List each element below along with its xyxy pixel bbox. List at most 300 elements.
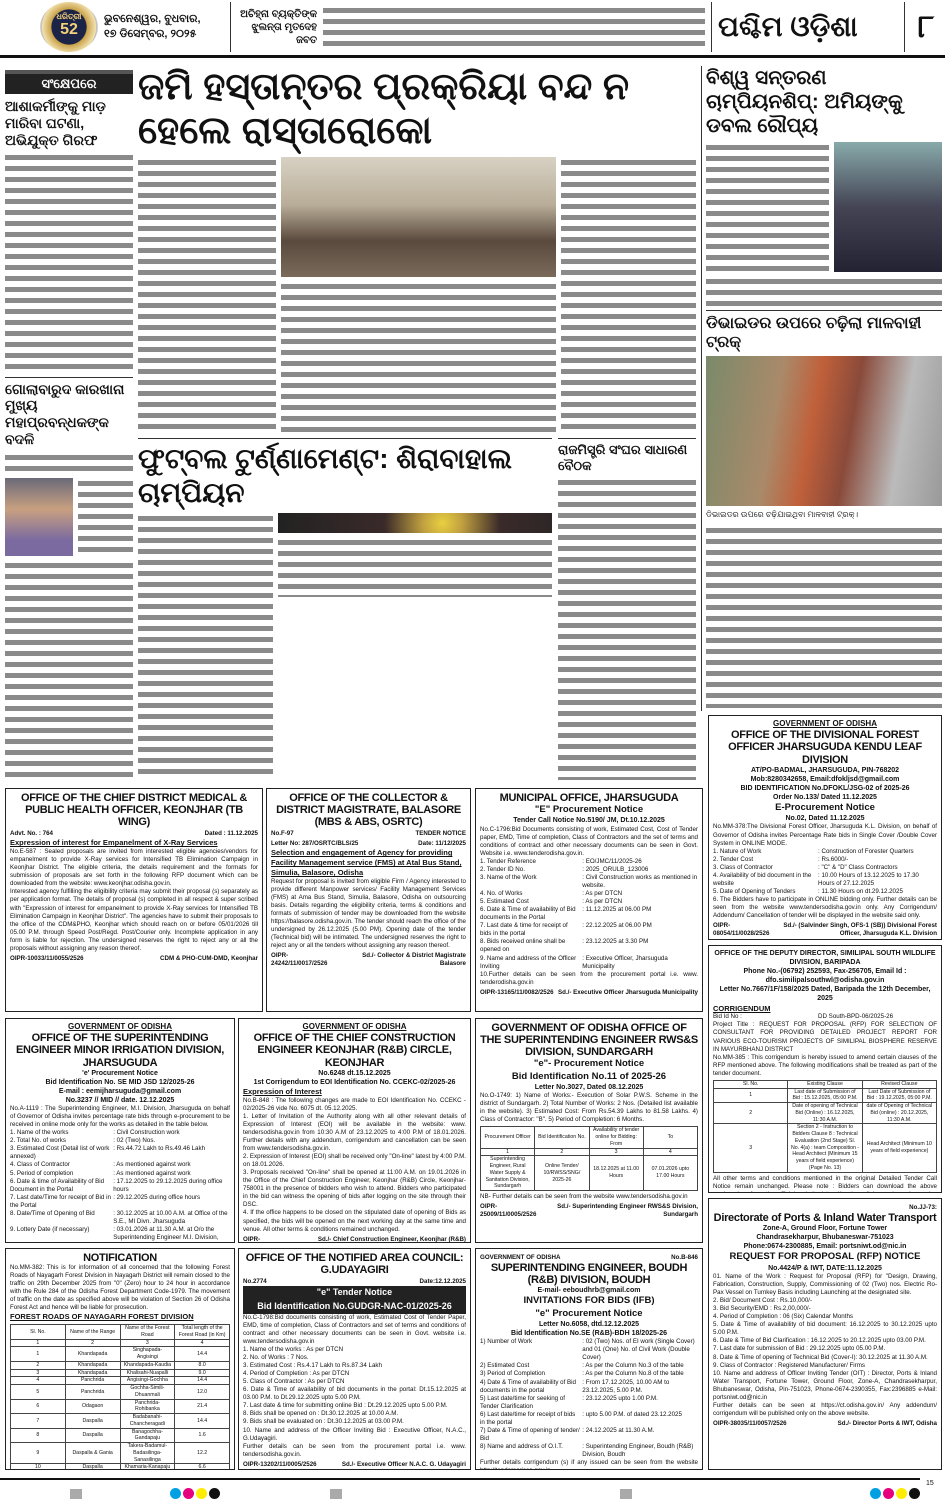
ad-field-label: OIPR- bbox=[243, 1235, 261, 1243]
ad-field-value: Sd./- Collector & District Magistrate Balasore bbox=[362, 952, 466, 968]
ad-table-cell: Head Architect (Minimum 10 years of field experience) bbox=[862, 1124, 936, 1172]
ad-field-value: : Rs.44.72 Lakh to Rs.49.46 Lakh bbox=[113, 1145, 206, 1153]
ad-paragraph: Request for proposal is invited from eligible Firm / Agency interested to provide different Manpower services/ Facility Management Services (FMS) at Ama Bus Stand, Simulia, Balasore, Odisha on outsourcing basis. Details regarding the eligibility criteria, terms & conditions and formats of submission of tender may be downloaded from the website https://balasore.odisha.gov.in. The tender should reach the office of the undersigned by 26.12.2025 (5.00 PM). Opening date of the tender (Technical bid) will be intimated. The undersigned reserves the right to reject any or all the tenders without assigning any reason thereof. bbox=[271, 877, 466, 950]
ad-subtitle: No.6248 dt.15.12.2025 bbox=[318, 1069, 391, 1077]
ad-field-value: Sd./- (Salvinder Singh, OFS-1 (SB)) Divisional Forest Officer, Jharsuguda K.L. Division bbox=[783, 922, 937, 938]
ad-table-cell: 3 bbox=[120, 1339, 175, 1347]
ad-subtitle: OFFICE OF THE DEPUTY DIRECTOR, SIMILIPAL SOUTH WILDLIFE DIVISION, BARIPADA bbox=[714, 950, 936, 967]
ad-table-row bbox=[714, 1124, 937, 1172]
ad-title: SUPERINTENDING ENGINEER, BOUDH (R&B) DIVISION, BOUDH bbox=[490, 1262, 688, 1287]
ad-field-row bbox=[480, 1443, 698, 1459]
ad-field-row bbox=[10, 1161, 230, 1169]
ad-field-row bbox=[713, 864, 937, 872]
ad-table-cell: Revised Clause bbox=[862, 1080, 936, 1088]
ad-subtitle: Expression of interest for Empanelment of X-Ray Services bbox=[10, 838, 218, 848]
top-brief-body bbox=[323, 5, 705, 49]
ad-field-label: 3. Name of the Work bbox=[480, 873, 537, 881]
ad-subtitle: Phone:0674-2300885, Email: portsniwt.od@nic.in bbox=[743, 1243, 907, 1251]
brief-headline: ଆଶାକର୍ମୀଙ୍କୁ ମାଡ଼ ମାରିବା ଘଟଣା, ଅଭିଯୁକ୍ତ ଗିରଫ bbox=[5, 98, 106, 148]
ad-table-row bbox=[11, 1339, 230, 1347]
ad-field-row bbox=[10, 1178, 230, 1194]
ad-subtitle: Selection and engagement of Agency for providing Facility Management service (FMS) at Atal Bus Stand, Simulia, Balasore, Odisha bbox=[271, 848, 462, 877]
ad-nayagarh-notification bbox=[5, 1248, 235, 1470]
ad-table-cell: 07.01.2026 upto 17.00 Hours bbox=[643, 1156, 697, 1191]
ad-subtitle: No.3237 // MID // date. 12.12.2025 bbox=[65, 1096, 175, 1104]
ad-field-row bbox=[713, 1013, 937, 1021]
ad-table-row bbox=[11, 1325, 230, 1340]
ad-paragraph: 6. Date & Time of Bid Clarification : 16.12.2025 to 20.12.2025 upto 03.00 P.M. bbox=[713, 1337, 926, 1345]
registration-dot bbox=[909, 1488, 920, 1499]
ad-table-cell: Name of the Range bbox=[65, 1325, 120, 1340]
ad-field-value: : 10.00 Hours of 13.12.2025 to 17.30 Hours of 27.12.2025 bbox=[818, 871, 919, 887]
ad-field-row bbox=[480, 866, 698, 874]
ad-field-value: : 24.12.2025 at 11.30 A.M. bbox=[582, 1426, 655, 1434]
footer-rule bbox=[0, 1478, 920, 1480]
ad-field-value: : 22.12.2025 at 06.00 PM bbox=[582, 922, 652, 930]
ad-paragraph: Further details can be seen from the procurement portal i.e. www. tendersodisha.gov.in. bbox=[243, 1442, 466, 1458]
ad-field-label: OIPR-13165/11/0082/2526 bbox=[480, 988, 554, 996]
ad-rwss-sundargarh bbox=[475, 1018, 703, 1243]
ad-balasore-collector bbox=[266, 788, 471, 1012]
ad-field-label: 7. Last date/Time for receipt of Bid in the Portal bbox=[10, 1193, 111, 1209]
ad-table bbox=[480, 1126, 698, 1191]
ad-subtitle: Mob:8280342658, Email:dfokljsd@gmail.com bbox=[750, 775, 900, 783]
ad-subtitle: Bid Identification No. SE MID JSD 12/2025-26 bbox=[45, 1078, 195, 1086]
gray-patch bbox=[620, 1489, 632, 1499]
ad-field-label: 4. Class of Contractor bbox=[10, 1161, 70, 1169]
divider bbox=[711, 2, 712, 52]
ad-field-value: : 02 (Two) Nos. bbox=[113, 1137, 156, 1145]
top-brief-title: ଅଚିହ୍ନା ବ୍ୟକ୍ତିଙ୍କ ଝୁଲନ୍ତା ମୃତଦେହ ଜବତ bbox=[240, 8, 317, 46]
ad-field-value: : 02 (Two) Nos. of EI work (Single Cover) and 01 (One) No. of Civil Work (Double Cover) bbox=[582, 1338, 695, 1362]
ad-field-label: 5) Last date/time for seeking of Tender Clarification bbox=[480, 1394, 565, 1410]
ad-table-cell: 2 bbox=[65, 1339, 120, 1347]
ad-table-cell: Khamaria-Kanapaju bbox=[120, 1464, 175, 1470]
ad-subtitle: 1st Corrigendum to EOI Identification No. CCEKC-02/2025-26 bbox=[253, 1078, 456, 1086]
main-headline: ଜମି ହସ୍ତାନ୍ତର ପ୍ରକ୍ରିୟା ବନ୍ଦ ନ ହେଲେ ରାସ୍ତାରୋକୋ bbox=[138, 66, 630, 152]
mason-article-body bbox=[558, 477, 696, 780]
ad-title: Directorate of Ports & Inland Water Transport bbox=[713, 1212, 937, 1225]
ad-paragraph: No.MM-378:The Divisional Forest Officer, Jharsuguda K.L. Division, on behalf of Governor of Odisha invites Percentage Rate bids in Single Cover /Double Cover System in ONLINE MODE. bbox=[713, 823, 937, 847]
ad-table-cell: Khandapada bbox=[65, 1347, 120, 1362]
ad-table-cell: Section 2 - Instruction to Bidders Clause 8 : Technical Evaluation (2nd Stage) Sl. No. 4(a) : team Composition - Head Architect (Minimum 15 years of field experience) (Page No. 13) bbox=[788, 1124, 862, 1172]
ad-table-cell: 1 bbox=[481, 1148, 535, 1156]
ad-paragraph: No.A-1119 : The Superintending Engineer, M.I. Division, Jharsuguda on behalf of Governor of Odisha invites percentage rate bids through e-procurement to be received in online mode only for the works as detailed in the table below. bbox=[10, 1105, 230, 1129]
ad-title: OFFICE OF THE DIVISIONAL FOREST OFFICER JHARSUGUDA KENDU LEAF DIVISION bbox=[728, 729, 922, 766]
ad-field-value: : As per DTCN bbox=[582, 890, 623, 898]
ad-table-cell: 1 bbox=[714, 1088, 788, 1103]
ad-minor-irrigation-jharsuguda bbox=[5, 1018, 235, 1243]
ad-table-cell: 6 bbox=[11, 1399, 66, 1414]
ad-field-value: : As per the Column No.3 of the table bbox=[582, 1362, 684, 1370]
ad-table-cell: Existing Clause bbox=[788, 1080, 862, 1088]
gray-patch bbox=[330, 1489, 342, 1499]
ad-meta-row bbox=[271, 840, 466, 848]
ad-table-cell: 2 bbox=[11, 1361, 66, 1369]
ad-subtitle: No.02, Dated 11.12.2025 bbox=[785, 815, 865, 823]
ad-field-label: No.2774 bbox=[243, 1278, 267, 1286]
ad-paragraph: 4. Period of Completion : As per DTCN bbox=[243, 1370, 350, 1378]
page-number: ୮ bbox=[917, 8, 935, 44]
ad-subtitle: Chandrasekharpur, Bhubaneswar-751023 bbox=[756, 1234, 894, 1242]
football-headline: ଫୁଟ୍‌ବଲ ଟୁର୍ଣ୍ଣାମେଣ୍ଟ: ଶିରାବାହାଲ ଚାମ୍ପିୟନ bbox=[138, 443, 512, 508]
ad-field-label: OIPR-08054/11/0028/2526 bbox=[713, 922, 770, 938]
ad-field-label: 4. No. of Works bbox=[480, 890, 523, 898]
ad-field-label: 2. Total No. of works bbox=[10, 1137, 66, 1145]
ad-table-row bbox=[481, 1148, 698, 1156]
divider bbox=[230, 2, 231, 52]
ad-table-cell: 1 bbox=[11, 1339, 66, 1347]
truck-caption: ଡିଭାଇଡର ଉପରେ ଚଢ଼ିଯାଇଥିବା ମାଳବାହୀ ଟ୍ରକ୍। bbox=[706, 510, 859, 520]
ad-field-label: 1. Name of the works bbox=[10, 1129, 69, 1137]
ad-paragraph: Further details corrigendum (s) if any issued can be seen from the website bbox=[480, 1459, 698, 1467]
ad-field-value: : 29.12.2025 during office hours bbox=[113, 1193, 201, 1201]
ad-title: OFFICE OF THE SUPERINTENDING ENGINEER MINOR IRRIGATION DIVISION, JHARSUGUDA bbox=[15, 1032, 225, 1069]
ad-field-label: 9. Name and address of the Officer Inviting bbox=[480, 954, 577, 970]
ad-field-value: : From 17.12.2025, 10.00 AM to 23.12.2025, 5.00 P.M. bbox=[582, 1378, 670, 1394]
ad-table-cell: Online Tender/ 10/RWSS/SNG/ 2025-26 bbox=[535, 1156, 589, 1191]
ad-field-value: : 03.01.2026 at 11.30 A.M. at O/o the Superintending Engineer M.I. Division, bbox=[113, 1225, 219, 1242]
ad-subtitle: Tender Call Notice No.5190/ JM, Dt.10.12.2025 bbox=[513, 817, 665, 825]
ad-field-value: : Superintending Engineer, Boudh (R&B) Division, Boudh bbox=[582, 1443, 694, 1459]
divider bbox=[904, 2, 905, 52]
masthead bbox=[0, 0, 945, 58]
ad-table-row bbox=[714, 1103, 937, 1124]
ad-field-row bbox=[10, 1137, 230, 1145]
ad-subtitle: CORRIGENDUM bbox=[713, 1003, 771, 1013]
ad-table-cell: To bbox=[643, 1127, 697, 1148]
ad-table-cell: 12.2 bbox=[175, 1443, 230, 1464]
ad-table-row bbox=[11, 1369, 230, 1377]
ad-table-cell: 18.12.2025 at 11.00 Hours bbox=[589, 1156, 643, 1191]
ad-subtitle: Letter No.3027, Dated 08.12.2025 bbox=[534, 1083, 644, 1091]
ad-table-cell: Availability of tender online for Bidding: From bbox=[589, 1127, 643, 1148]
ad-field-row bbox=[480, 1370, 698, 1378]
ad-field-row bbox=[713, 872, 937, 888]
ad-table-cell: 14.4 bbox=[175, 1414, 230, 1429]
section-title: ପଶ୍ଚିମ ଓଡ଼ିଶା bbox=[718, 10, 858, 42]
ad-paragraph: 9. Bids shall be evaluated on : Dt.30.12.2025 at 03.00 P.M. bbox=[243, 1418, 404, 1426]
ad-subtitle: Phone No.-(06792) 252593, Fax-256705, Email Id : dfo.similipalsouthwl@odisha.gov.in bbox=[743, 968, 907, 985]
ad-table-row bbox=[11, 1347, 230, 1362]
ad-table-cell: 3 bbox=[589, 1148, 643, 1156]
ad-table-cell: Khandapada bbox=[65, 1369, 120, 1377]
ad-field-label: 2) Estimated Cost bbox=[480, 1362, 530, 1370]
gray-patch bbox=[70, 1489, 82, 1499]
ad-field-row bbox=[10, 1194, 230, 1210]
ad-field-row bbox=[10, 1170, 230, 1178]
ad-table-cell: Angisingi-Gochha bbox=[120, 1377, 175, 1385]
ad-field-value: TENDER NOTICE bbox=[415, 830, 466, 838]
football-trophy-photo bbox=[278, 513, 552, 533]
ad-table-row bbox=[481, 1156, 698, 1191]
mason-story bbox=[558, 438, 696, 780]
ad-similipal-corrigendum bbox=[708, 945, 942, 1193]
ad-table-cell: 1 bbox=[11, 1347, 66, 1362]
folio: 15 bbox=[926, 1480, 934, 1487]
ad-table-cell: Procurement Officer bbox=[481, 1127, 535, 1148]
ad-field-label: 3) Period of Completion bbox=[480, 1370, 546, 1378]
ad-field-row bbox=[10, 1210, 230, 1226]
ad-paragraph: 4. Period of Completion : 06 (Six) Calendar Months bbox=[713, 1313, 853, 1321]
ad-paragraph: 10. Name and address of the Officer Inviting Bid : Executive Officer, N.A.C., G.Udayagiri. bbox=[243, 1426, 466, 1442]
ad-meta-row bbox=[243, 1236, 466, 1243]
registration-dot bbox=[883, 1488, 894, 1499]
ad-subtitle: INVITATIONS FOR BIDS (IFB) bbox=[523, 1295, 655, 1307]
ad-table-cell: Daspalla bbox=[65, 1414, 120, 1429]
ad-title: OFFICE OF THE NOTIFIED AREA COUNCIL: G.UDAYAGIRI bbox=[245, 1252, 464, 1277]
ad-table-cell: 12.0 bbox=[175, 1385, 230, 1400]
ad-paragraph: 5. Date & Time of availability of bid document: 16.12.2025 to 30.12.2025 upto 5.00 P.M. bbox=[713, 1321, 937, 1337]
registration-dot bbox=[196, 1488, 207, 1499]
ad-field-row bbox=[480, 955, 698, 971]
ad-field-row bbox=[480, 1379, 698, 1395]
ad-field-value: Sd./- Director Ports & IWT, Odisha bbox=[837, 1420, 937, 1427]
registration-dot bbox=[183, 1488, 194, 1499]
ad-subtitle: Letter No.7667/1F/158/2025 Dated, Baripada the 12th December, 2025 bbox=[719, 986, 931, 1003]
ad-field-label: 6) Last date/time for receipt of bids in the portal bbox=[480, 1410, 576, 1426]
ad-field-row bbox=[480, 1411, 698, 1427]
factory-article-body bbox=[5, 560, 133, 780]
ad-paragraph: 01. Name of the Work : Request for Proposal (RFP) for "Design, Drawing, Fabrication, Construction, Supply, Commissioning of 02 (Two) nos. Electric Ro-Pax Vessel on Turnkey Basis including Launching at the designated site. bbox=[713, 1272, 937, 1296]
swim-headline: ବିଶ୍ୱ ସନ୍ତରଣ ଚାମ୍ପିୟନଶିପ୍: ଅମିୟଙ୍କୁ ଡବଲ ରୌପ୍ୟ bbox=[706, 67, 903, 137]
ad-paragraph: 3. Bid Security/EMD : Rs.2,00,000/- bbox=[713, 1305, 811, 1313]
ad-field-row bbox=[480, 1362, 698, 1370]
ad-table-cell: 4 bbox=[643, 1148, 697, 1156]
ad-meta-row bbox=[10, 830, 258, 838]
ad-paragraph: 3. Proposals received "On-line" shall be opened at 11:00 A.M. on 19.01.2026 in the Office of the Chief Construction Engineer, Keonjhar (R&B) Circle, Keonjhar-758001 in the presence of bidders who wish to attend. Bidders who participated in the bid can witness the opening of bids after logging on the site through their DSC. bbox=[243, 1169, 466, 1209]
ad-subtitle: Order No.133/ Dated 11.12.2025 bbox=[773, 793, 877, 801]
ad-table-cell: Bid Identification No. bbox=[535, 1127, 589, 1148]
ad-meta-row bbox=[713, 922, 937, 938]
ad-table-row bbox=[11, 1361, 230, 1369]
ad-table-cell: Sl. No. bbox=[11, 1325, 66, 1340]
protest-photo bbox=[281, 157, 556, 277]
ad-meta-row bbox=[10, 955, 258, 963]
ad-field-label: 4. Availability of bid document in the website bbox=[713, 871, 812, 887]
ad-field-value: : Rs.6000/- bbox=[818, 855, 849, 863]
ad-field-label: 3. Estimated Cost (Detail list of work annexed) bbox=[10, 1145, 110, 1161]
ad-field-label: OIPR-10033/11/0055/2526 bbox=[10, 954, 84, 962]
ad-field-label: 3. Class of Contractor bbox=[713, 863, 773, 871]
ad-table-cell: Panchrida bbox=[65, 1377, 120, 1385]
ad-field-label: 4) Date & Time of availability of Bid documents in the portal bbox=[480, 1378, 576, 1394]
ad-paragraph: No.C-1798:Bid documents consisting of work, Estimated Cost of Tender Paper, EMD, time of completion, Class of Contractors and set of terms and conditions of contract and other necessary documents can be seen in Govt. website i.e. www.tendersodisha.gov.in bbox=[243, 1313, 466, 1345]
truck-headline: ଡିଭାଇଡର ଉପରେ ଚଢ଼ିଲା ମାଳବାହୀ ଟ୍ରକ୍ bbox=[706, 310, 942, 352]
ad-field-row bbox=[480, 898, 698, 906]
ad-paragraph: 1. Name of the works : As per DTCN bbox=[243, 1345, 344, 1353]
ad-field-label: 5. Estimated Cost bbox=[480, 898, 529, 906]
ad-field-label: 5. Period of completion bbox=[10, 1169, 74, 1177]
ad-field-label: OIPR-25009/11/0005/2526 bbox=[480, 1203, 537, 1219]
ad-subtitle: E-Procurement Notice bbox=[775, 802, 875, 814]
ad-table-row bbox=[11, 1414, 230, 1429]
ad-subtitle: "e" Tender Notice bbox=[243, 1286, 466, 1300]
ad-nac-gudayagiri bbox=[238, 1248, 471, 1470]
ad-field-value: : Executive Officer, Jharsuguda Municipality bbox=[582, 954, 668, 970]
ad-field-value: : EO/JMC/11/2025-26 bbox=[582, 857, 642, 865]
ad-paragraph: 3. Estimated Cost : Rs.4.17 Lakh to Rs.87.34 Lakh bbox=[243, 1362, 382, 1369]
ad-paragraph: 2. No. of Works : 7 Nos. bbox=[243, 1353, 309, 1361]
football-article-body bbox=[138, 513, 273, 780]
ad-field-value: : As mentioned against work bbox=[113, 1169, 191, 1177]
ad-subtitle: BID IDENTIFICATION No.DFOKL/JSG-02 of 2025-26 bbox=[740, 784, 910, 792]
ad-field-value: Dated : 11.12.2025 bbox=[204, 830, 258, 838]
ad-field-label: 6. Date & time of Availability of Bid Document in the Portal bbox=[10, 1177, 105, 1193]
ad-meta-row bbox=[480, 1254, 698, 1262]
ad-meta-row bbox=[713, 1420, 937, 1428]
ad-table-cell: Gochha-Simili-Dhuanmali bbox=[120, 1385, 175, 1400]
ad-subtitle: GOVERNMENT OF ODISHA bbox=[302, 1022, 407, 1031]
ad-meta-row bbox=[243, 1461, 466, 1469]
ad-subtitle: Expression of Interest bbox=[243, 1086, 322, 1096]
ad-field-value: : Civil Construction works as mentioned in website. bbox=[582, 873, 698, 889]
ad-table bbox=[713, 1080, 937, 1173]
ad-paragraph: No.E-587 : Sealed proposals are invited from interested eligible agencies/vendors for empanelment to provide X-Ray services for Intensified TB Elimination Campaign in Keonjhar District. The eligible criteria, the details requirement and the formats for submission of proposals are set forth in the following RFP document which can be downloaded from the website: www.keonjhar.odisha.gov.in. bbox=[10, 848, 258, 888]
registration-dot bbox=[896, 1488, 907, 1499]
ad-table-cell: 8 bbox=[11, 1428, 66, 1443]
ad-ports-iwt bbox=[708, 1198, 942, 1470]
ad-table-cell: Last date of Submission of Bid : 15.12.2025, 05:00 P.M. bbox=[788, 1088, 862, 1103]
ad-meta-row bbox=[713, 1204, 937, 1212]
ad-subtitle: Bid Identification No.SE (R&B)-BDH 18/2025-26 bbox=[511, 1330, 667, 1338]
ad-jharsuguda-dfo bbox=[708, 715, 942, 940]
ad-table-cell: 14.4 bbox=[175, 1347, 230, 1362]
ad-table-cell: 2 bbox=[535, 1148, 589, 1156]
ad-meta-row bbox=[480, 1203, 698, 1219]
ad-field-row bbox=[480, 1427, 698, 1443]
ad-field-label: Bid Id No : bbox=[713, 1013, 742, 1021]
ad-field-value: : 11.30 Hours on dt.29.12.2025 bbox=[818, 887, 903, 895]
registration-dot bbox=[170, 1488, 181, 1499]
ad-table-cell: Banagochha- Gandapaju bbox=[120, 1428, 175, 1443]
ad-table-cell: 14.4 bbox=[175, 1377, 230, 1385]
ad-field-label: 7. Last date & time for receipt of bids in the portal bbox=[480, 922, 568, 938]
ad-paragraph: Interested agency fulfilling the eligibility criteria may submit their proposal (s) separately as per application format. The details of proposal (s) completed in all respect & super scribed with "Expression of interest for empanelment to provide X-Ray services for Intensified TB Elimination Campaign in Keonjhar District". The agencies have to submit their proposals to the office of the CDM&PHO, Keonjhar which should reach on or before 05/01/2026 till 05.00 P.M. through Speed Post/Regd. Post/Courier only. Incomplete application in any form is liable for rejection. The undersigned reserves the right to reject any or all the proposals without assigning any reason thereof. bbox=[10, 888, 258, 952]
ad-table-cell: Khandapada-Kaudia bbox=[120, 1361, 175, 1369]
ad-table-cell: 2 bbox=[714, 1103, 788, 1124]
ad-subtitle: GOVERNMENT OF ODISHA bbox=[772, 719, 877, 728]
ad-subtitle: "E" Procurement Notice bbox=[534, 804, 644, 816]
ad-field-label: OIPR-38035/11/0057/2526 bbox=[713, 1420, 787, 1427]
ad-field-label: 8. Date/Time of Opening of Bid bbox=[10, 1209, 95, 1217]
ad-field-value: : 23.12.2025 upto 1.00 P.M. bbox=[582, 1394, 658, 1402]
ad-table-row bbox=[11, 1377, 230, 1385]
mason-headline: ରାଜମିସ୍ତ୍ରି ସଂଘର ସାଧାରଣ ବୈଠକ bbox=[558, 442, 688, 473]
ad-paragraph: All other terms and conditions mentioned in the original Detailed Tender Call Notice remain unchanged. Please note : Bidders can download the above bbox=[713, 1174, 937, 1190]
ad-table-cell: 1.6 bbox=[175, 1428, 230, 1443]
ad-subtitle: E-mail- eeboudhrb@gmail.com bbox=[537, 1287, 641, 1295]
swim-article-body bbox=[706, 142, 829, 272]
ad-field-value: : 17.12.2025 to 29.12.2025 during office hours bbox=[113, 1177, 223, 1193]
ad-field-label: 9. Lottery Date (if necessary) bbox=[10, 1225, 90, 1233]
ad-field-label: 5. Date of Opening of Tenders bbox=[713, 887, 796, 895]
ad-meta-row bbox=[243, 1278, 466, 1286]
ad-field-row bbox=[480, 890, 698, 898]
truck-photo bbox=[706, 356, 942, 506]
ad-table-cell: 5 bbox=[11, 1385, 66, 1400]
factory-article-body bbox=[78, 478, 133, 556]
ad-table-row bbox=[11, 1443, 230, 1464]
ad-field-value: : Civil Construction work bbox=[113, 1129, 180, 1137]
ad-field-row bbox=[10, 1226, 230, 1243]
ad-table-row bbox=[714, 1080, 937, 1088]
ad-field-value: DD South-BPD-06/2025-26 bbox=[818, 1013, 894, 1021]
ad-field-row bbox=[480, 938, 698, 954]
football-story bbox=[138, 438, 552, 780]
registration-dot bbox=[209, 1488, 220, 1499]
ad-table bbox=[10, 1324, 230, 1470]
brief-article-body bbox=[5, 152, 133, 372]
ad-table-row bbox=[11, 1428, 230, 1443]
ad-paragraph: 10. Name and address of Officer Inviting Tender (OIT) : Director, Ports & Inland Water Transport, Fortune Tower, Ground Floor, Zone-A, Chandrasekharpur, Bhubaneswar, Odisha, Pin-751023, Phone-0674-2390355, Fax:2396885 e-Mail: portsniwt.od@nic.in bbox=[713, 1369, 937, 1401]
officer-portrait bbox=[5, 478, 73, 556]
ad-title: GOVERNMENT OF ODISHA OFFICE OF THE SUPERINTENDING ENGINEER RWS&S DIVISION, SUNDARGARH bbox=[480, 1022, 698, 1059]
ad-table-cell: 3 bbox=[714, 1124, 788, 1172]
ad-title: OFFICE OF THE CHIEF CONSTRUCTION ENGINEER KEONJHAR (R&B) CIRCLE, KEONJHAR bbox=[253, 1032, 456, 1069]
ad-table-cell: 10 bbox=[11, 1464, 66, 1470]
ad-table-cell: 8.0 bbox=[175, 1361, 230, 1369]
ad-field-value: : 11.12.2025 at 06.00 PM bbox=[582, 906, 652, 914]
ad-subtitle: E-mail : eemijharsuguda@gmail.com bbox=[58, 1087, 182, 1095]
ad-field-label: 1. Tender Reference bbox=[480, 857, 536, 865]
ad-keonjhar-cdmpho bbox=[5, 788, 263, 1012]
ad-keonjhar-rb-circle bbox=[238, 1018, 471, 1243]
briefs-label: ସଂକ୍ଷେପରେ bbox=[5, 70, 133, 94]
ad-table-cell: 4 bbox=[11, 1377, 66, 1385]
ad-meta-row bbox=[271, 830, 466, 838]
ad-field-row bbox=[480, 1338, 698, 1362]
factory-headline: ଗୋଲାବାରୁଦ କାରଖାନା ମୁଖ୍ୟ ମହାପ୍ରବନ୍ଧକଙ୍କ ବଦଳି bbox=[5, 377, 133, 448]
ad-field-value: Sd./- Superintending Engineer RWS&S Division, Sundargarh bbox=[557, 1203, 698, 1219]
ad-field-row bbox=[713, 856, 937, 864]
ad-field-label: OIPR-24242/11/0017/2526 bbox=[271, 952, 328, 968]
ad-table-row bbox=[11, 1399, 230, 1414]
ad-title: OFFICE OF THE COLLECTOR & DISTRICT MAGISTRATE, BALASORE (MBS & ABS, OSRTC) bbox=[276, 792, 461, 829]
ad-field-label: 1. Nature of Work bbox=[713, 847, 762, 855]
ad-table-row bbox=[481, 1127, 698, 1148]
ad-table-row bbox=[714, 1088, 937, 1103]
ad-field-row bbox=[480, 922, 698, 938]
ad-paragraph: NB- Further details can be seen from the website www.tendersodisha.gov.in bbox=[480, 1193, 688, 1201]
ad-table-cell: Daspalla bbox=[65, 1464, 120, 1470]
ad-field-value: Sd./- Chief Construction Engineer, Keonjhar (R&B) bbox=[317, 1235, 466, 1243]
ad-subtitle: Zone-A, Ground Floor, Fortune Tower bbox=[762, 1225, 888, 1233]
ad-field-value: CDM & PHO-CUM-DMD, Keonjhar bbox=[160, 954, 258, 962]
ad-title: OFFICE OF THE CHIEF DISTRICT MEDICAL & PUBLIC HEALTH OFFICER, KEONJHAR (TB WING) bbox=[20, 792, 248, 829]
ad-table-cell: Daspalla & Gania bbox=[65, 1443, 120, 1464]
ad-field-row bbox=[480, 1395, 698, 1411]
ad-paragraph: 1. Letter of Invitation of the Authority along with all other relevant details of Expression of Interest (EOI) will be available in the website: www. tendersodisha.gov.in from 10:30 A.M of 23.12.2025 to 4:00 P.M of 18.01.2026. Further details with any addendum, corrigendum and cancellation can be seen from www.tendersodisha.gov.in. bbox=[243, 1112, 466, 1152]
ad-paragraph: 6. The Bidders have to participate in ONLINE bidding only. Further details can be seen from the website www.tendersodisha.gov.in only. Any Corrigendum/ Addendum/ Cancellation of tender will be displayed in the website said only. bbox=[713, 896, 937, 920]
ad-field-value: : "C" & "D" Class Contractors bbox=[818, 863, 898, 871]
ad-field-row bbox=[10, 1145, 230, 1161]
ad-field-value: : upto 5.00 P.M. of dated 23.12.2025 bbox=[582, 1410, 682, 1418]
ad-boudh-rb bbox=[475, 1248, 703, 1470]
ad-table-cell: Khandapada bbox=[65, 1361, 120, 1369]
main-article-body bbox=[138, 157, 276, 432]
ad-table-cell: Khalisahi-Nuapalli bbox=[120, 1369, 175, 1377]
ad-subtitle: "e" Procurement Notice bbox=[535, 1307, 643, 1319]
ad-table-cell: Daspalla bbox=[65, 1428, 120, 1443]
ad-field-label: Letter No: 287/OSRTC/BLS/25 bbox=[271, 840, 359, 848]
ad-paragraph: 9. Class of Contractor : Registered Manufacturer/ Firms bbox=[713, 1361, 865, 1369]
ad-table-cell: Superintending Engineer, Rural Water Supply & Sanitation Division, Sundargarh bbox=[481, 1156, 535, 1191]
ad-field-value: Sd./- Executive Officer N.A.C. G. Udayagiri bbox=[341, 1460, 466, 1468]
ad-subtitle: No.4424/P & IWT, DATE:11.12.2025 bbox=[768, 1264, 882, 1272]
ad-meta-row bbox=[271, 952, 466, 968]
ad-paragraph: 5. Class of Contractor : As per DTCN bbox=[243, 1378, 345, 1386]
